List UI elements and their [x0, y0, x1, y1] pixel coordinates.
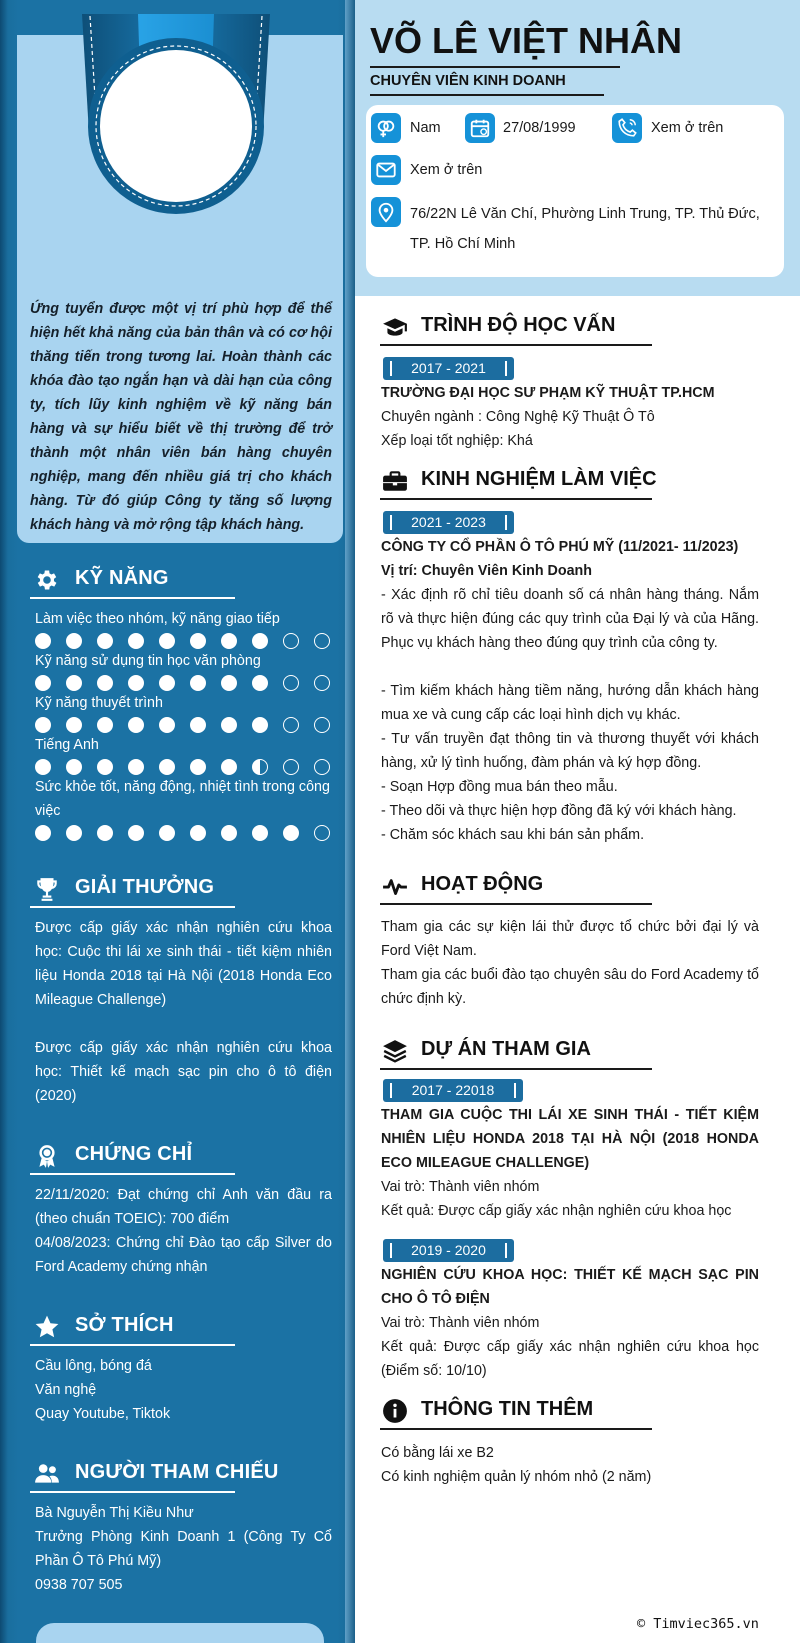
skills-title: KỸ NĂNG [75, 567, 169, 589]
grade: Xếp loại tốt nghiệp: Khá [381, 433, 533, 449]
project-name: NGHIÊN CỨU KHOA HỌC: THIẾT KẾ MẠCH SẠC PIN CHO Ô TÔ ĐIỆN [381, 1267, 759, 1307]
rating-dot [35, 825, 51, 841]
reference-name: Bà Nguyễn Thị Kiều Như [35, 1505, 194, 1521]
activities-heading [380, 865, 652, 905]
rating-dot [252, 825, 268, 841]
reference-phone: 0938 707 505 [35, 1577, 123, 1593]
hobbies-heading [30, 1308, 235, 1346]
rating-dot [221, 633, 237, 649]
project-period: 2017 - 22018 [383, 1079, 523, 1102]
location-pin-icon [371, 197, 401, 227]
rating-dot [314, 825, 330, 841]
rating-dot [221, 825, 237, 841]
references-heading [30, 1455, 279, 1493]
rating-dot [283, 633, 299, 649]
skill-name: Kỹ năng thuyết trình [35, 695, 163, 711]
rating-dot [283, 759, 299, 775]
skill-name: Làm việc theo nhóm, kỹ năng giao tiếp [35, 611, 280, 627]
calendar-icon [465, 113, 495, 143]
career-objective: Ứng tuyển được một vị trí phù hợp để thể hiện hết khả năng của bản thân và có cơ hội thăng tiến trong tương lai. Hoàn thành các khóa đào tạo ngắn hạn và dài hạn của công ty, tích lũy kinh nghiệm về kỹ năng bán hàng và sự hiểu biết về thị trường để trở thành một nhân viên bán hàng chuyên nghiệp, mang đến nhiều giá trị cho khách hàng. Từ đó giúp Công ty tăng số lượng khách hàng và mở rộng tập khách hàng. [30, 301, 332, 533]
hobbies-title: SỞ THÍCH [75, 1314, 174, 1336]
rating-dot [66, 675, 82, 691]
rating-dot [252, 759, 268, 775]
gender-value: Nam [410, 120, 441, 136]
star-icon [34, 1314, 60, 1340]
education-heading [380, 306, 652, 346]
duty-item: - Chăm sóc khách sau khi bán sản phẩm. [381, 827, 645, 843]
rating-dot [66, 759, 82, 775]
hobby-item: Văn nghệ [35, 1382, 97, 1398]
additional-title: THÔNG TIN THÊM [421, 1398, 594, 1420]
certificate-item: 22/11/2020: Đạt chứng chỉ Anh văn đầu ra (theo chuẩn TOEIC): 700 điểm [35, 1187, 332, 1227]
rating-dot [128, 759, 144, 775]
hobby-item: Quay Youtube, Tiktok [35, 1406, 171, 1422]
rating-dot [128, 825, 144, 841]
duty-item: - Xác định rõ chỉ tiêu doanh số cá nhân hàng tháng. Nắm rõ và thực hiện đúng các quy trình của Đại lý và của Hãng. Phục vụ khách hàng theo đúng quy trình của công ty. [381, 587, 759, 651]
experience-position: Vị trí: Chuyên Viên Kinh Doanh [381, 563, 593, 579]
reference-position: Trưởng Phòng Kinh Doanh 1 (Công Ty Cổ Phần Ô Tô Phú Mỹ) [35, 1529, 332, 1569]
rating-dot [97, 759, 113, 775]
certificates-heading [30, 1137, 235, 1175]
rating-dot [159, 759, 175, 775]
rating-dot [97, 717, 113, 733]
rating-dot [35, 717, 51, 733]
company-name: CÔNG TY CỔ PHẦN Ô TÔ PHÚ MỸ (11/2021- 11/2023) [381, 539, 739, 555]
rating-dot [97, 633, 113, 649]
duty-item: - Soạn Hợp đồng mua bán theo mẫu. [381, 779, 618, 795]
experience-title: KINH NGHIỆM LÀM VIỆC [421, 468, 657, 490]
projects-heading [380, 1030, 652, 1070]
rating-dot [66, 825, 82, 841]
rating-dot [252, 633, 268, 649]
sidebar-bottom-tab [36, 1623, 324, 1643]
briefcase-icon [382, 468, 408, 494]
birthday-value: 27/08/1999 [503, 120, 576, 136]
references-title: NGƯỜI THAM CHIẾU [75, 1461, 279, 1483]
duty-item: - Tư vấn truyền đạt thông tin và thương thuyết với khách hàng, xử lý tình huống, đàm phán và ký hợp đồng. [381, 731, 759, 771]
duty-item: - Theo dõi và thực hiện hợp đồng đã ký với khách hàng. [381, 803, 737, 819]
rating-dot [159, 717, 175, 733]
medal-icon [34, 1143, 60, 1169]
rating-dot [252, 675, 268, 691]
education-period: 2017 - 2021 [383, 357, 514, 380]
school-name: TRƯỜNG ĐẠI HỌC SƯ PHẠM KỸ THUẬT TP.HCM [381, 385, 715, 401]
skill-name: Sức khỏe tốt, năng động, nhiệt tình trong công việc [35, 779, 330, 819]
rating-dot [128, 717, 144, 733]
experience-heading [380, 460, 657, 500]
rating-dot [190, 633, 206, 649]
award-item: Được cấp giấy xác nhận nghiên cứu khoa học: Cuộc thi lái xe sinh thái - tiết kiệm nhiên liệu Honda 2018 tại Hà Nội (2018 Honda Eco Mileague Challenge) [35, 920, 332, 1008]
rating-dot [159, 825, 175, 841]
project-period: 2019 - 2020 [383, 1239, 514, 1262]
project-result: Kết quả: Được cấp giấy xác nhận nghiên cứu khoa học [381, 1203, 732, 1219]
gender-icon [371, 113, 401, 143]
experience-period: 2021 - 2023 [383, 511, 514, 534]
activity-item: Tham gia các sự kiện lái thử được tổ chức bởi đại lý và Ford Việt Nam. [381, 919, 759, 959]
rating-dot [221, 675, 237, 691]
layers-icon [382, 1038, 408, 1064]
gear-icon [34, 567, 60, 593]
users-icon [34, 1461, 60, 1487]
certificates-title: CHỨNG CHỈ [75, 1143, 193, 1165]
certificate-item: 04/08/2023: Chứng chỉ Đào tạo cấp Silver do Ford Academy chứng nhận [35, 1235, 332, 1275]
award-item: Được cấp giấy xác nhận nghiên cứu khoa học: Thiết kế mạch sạc pin cho ô tô điện (2020) [35, 1040, 332, 1104]
project-name: THAM GIA CUỘC THI LÁI XE SINH THÁI - TIẾT KIỆM NHIÊN LIỆU HONDA 2018 TẠI HÀ NỘI (2018 HONDA ECO MILEAGUE CHALLENGE) [381, 1107, 759, 1171]
rating-dot [314, 717, 330, 733]
trophy-icon [34, 876, 60, 902]
skills-heading [30, 561, 235, 599]
rating-dot [190, 675, 206, 691]
rating-dot [35, 759, 51, 775]
skill-name: Kỹ năng sử dụng tin học văn phòng [35, 653, 261, 669]
project-result: Kết quả: Được cấp giấy xác nhận nghiên cứu khoa học (Điểm số: 10/10) [381, 1339, 759, 1379]
additional-item: Có kinh nghiệm quản lý nhóm nhỏ (2 năm) [381, 1469, 652, 1485]
rating-dot [190, 759, 206, 775]
additional-heading [380, 1390, 652, 1430]
divider [370, 66, 620, 68]
phone-icon [612, 113, 642, 143]
job-title: CHUYÊN VIÊN KINH DOANH [370, 73, 566, 89]
rating-dot [314, 675, 330, 691]
rating-dot [97, 825, 113, 841]
project-role: Vai trò: Thành viên nhóm [381, 1315, 540, 1331]
awards-title: GIẢI THƯỞNG [75, 876, 215, 898]
activities-title: HOẠT ĐỘNG [421, 873, 544, 895]
rating-dot [128, 633, 144, 649]
rating-dot [221, 717, 237, 733]
rating-dot [283, 675, 299, 691]
rating-dot [159, 675, 175, 691]
hobby-item: Cầu lông, bóng đá [35, 1358, 152, 1374]
full-name: VÕ LÊ VIỆT NHÂN [370, 20, 683, 61]
activity-item: Tham gia các buổi đào tạo chuyên sâu do Ford Academy tổ chức định kỳ. [381, 967, 759, 1007]
skill-rating [35, 825, 335, 843]
rating-dot [314, 759, 330, 775]
rating-dot [66, 633, 82, 649]
rating-dot [283, 825, 299, 841]
graduation-cap-icon [382, 314, 408, 340]
rating-dot [128, 675, 144, 691]
rating-dot [190, 825, 206, 841]
additional-item: Có bằng lái xe B2 [381, 1445, 494, 1461]
address-value: 76/22N Lê Văn Chí, Phường Linh Trung, TP. Thủ Đức, TP. Hồ Chí Minh [410, 206, 760, 252]
awards-heading [30, 870, 235, 908]
rating-dot [159, 633, 175, 649]
avatar [100, 52, 252, 204]
rating-dot [314, 633, 330, 649]
footer-credit: © Timviec365.vn [637, 1616, 759, 1632]
education-title: TRÌNH ĐỘ HỌC VẤN [421, 314, 616, 336]
divider [370, 94, 604, 96]
rating-dot [66, 717, 82, 733]
pulse-icon [382, 873, 408, 899]
rating-dot [35, 633, 51, 649]
rating-dot [252, 717, 268, 733]
sidebar-edge [345, 0, 355, 1643]
major: Chuyên ngành : Công Nghệ Kỹ Thuật Ô Tô [381, 409, 655, 425]
phone-value: Xem ở trên [651, 120, 724, 136]
email-value: Xem ở trên [410, 162, 483, 178]
rating-dot [35, 675, 51, 691]
skill-name: Tiếng Anh [35, 737, 99, 753]
duty-item: - Tìm kiếm khách hàng tiềm năng, hướng dẫn khách hàng mua xe và cung cấp các loại hình dịch vụ khác. [381, 683, 759, 723]
rating-dot [97, 675, 113, 691]
info-icon [382, 1398, 408, 1424]
rating-dot [283, 717, 299, 733]
mail-icon [371, 155, 401, 185]
rating-dot [190, 717, 206, 733]
projects-title: DỰ ÁN THAM GIA [421, 1038, 591, 1060]
rating-dot [221, 759, 237, 775]
project-role: Vai trò: Thành viên nhóm [381, 1179, 540, 1195]
